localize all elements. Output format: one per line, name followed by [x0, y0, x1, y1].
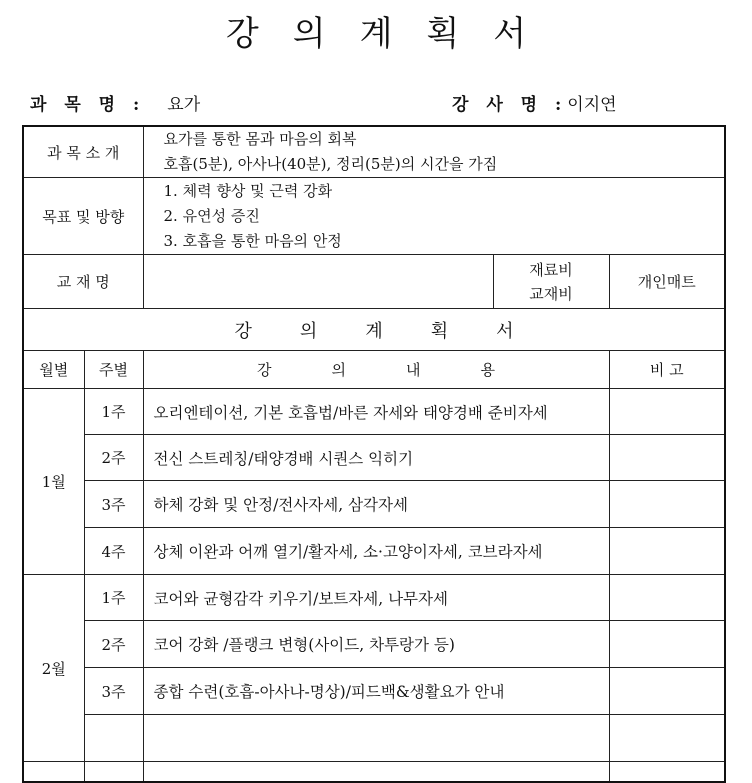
- goals-content: [143, 178, 725, 255]
- intro-row: [23, 126, 725, 178]
- note-cell: [609, 621, 725, 668]
- subject-meta: [30, 90, 200, 115]
- textbook-value: [143, 255, 493, 309]
- table-row: [23, 528, 725, 575]
- section-title-row: [23, 309, 725, 351]
- section-title-char: 계: [365, 320, 383, 342]
- week-cell: 2주: [84, 621, 143, 668]
- section-title: [23, 309, 725, 351]
- note-cell: [609, 668, 725, 715]
- section-title-char: 서: [496, 320, 514, 342]
- section-title-char: 강: [234, 320, 252, 342]
- table-row: [23, 715, 725, 762]
- month-header: 월별: [23, 351, 84, 389]
- table-row: [23, 389, 725, 435]
- table-row: [23, 621, 725, 668]
- week-cell: 1주: [84, 389, 143, 435]
- week-header: 주별: [84, 351, 143, 389]
- table-row: [23, 435, 725, 481]
- intro-line: 요가를 통한 몸과 마음의 회복: [163, 130, 357, 148]
- month-cell: 1월: [23, 389, 84, 575]
- week-cell: [84, 762, 143, 782]
- fee-label: [493, 255, 609, 309]
- week-cell: 2주: [84, 435, 143, 481]
- goals-row: [23, 178, 725, 255]
- fee-label-1: 재료비: [529, 260, 573, 279]
- note-cell: [609, 575, 725, 621]
- title-char: 의: [292, 14, 326, 54]
- subject-label: 과 목 명 :: [30, 95, 146, 115]
- title-char: 계: [359, 14, 393, 54]
- instructor-label: 강 사 명 :: [452, 95, 568, 115]
- week-cell: 3주: [84, 481, 143, 528]
- goal-line: 1. 체력 향상 및 근력 강화: [163, 181, 333, 200]
- week-cell: 1주: [84, 575, 143, 621]
- instructor-value: 이지연: [567, 95, 617, 115]
- note-header: 비 고: [609, 351, 725, 389]
- document-title: [0, 6, 752, 55]
- section-title-char: 의: [299, 320, 318, 342]
- content-cell: [143, 762, 609, 782]
- month-cell: [23, 762, 84, 782]
- content-cell: 코어 강화 /플랭크 변형(사이드, 차투랑가 등): [143, 621, 609, 668]
- week-cell: 3주: [84, 668, 143, 715]
- content-cell: 종합 수련(호흡-아사나-명상)/피드백&생활요가 안내: [143, 668, 609, 715]
- instructor-meta: [452, 90, 617, 115]
- textbook-row: [23, 255, 725, 309]
- table-row: [23, 762, 725, 782]
- content-cell: 코어와 균형감각 키우기/보트자세, 나무자세: [143, 575, 609, 621]
- content-header-char: 의: [331, 361, 347, 379]
- intro-line: 호흡(5분), 아사나(40분), 정리(5분)의 시간을 가짐: [163, 155, 498, 173]
- week-cell: [84, 715, 143, 762]
- fee-value: 개인매트: [609, 255, 725, 309]
- note-cell: [609, 528, 725, 575]
- section-title-char: 획: [430, 320, 449, 342]
- title-char: 강: [225, 14, 259, 54]
- note-cell: [609, 762, 725, 782]
- fee-label-2: 교재비: [529, 284, 573, 303]
- goals-label: 목표 및 방향: [23, 178, 143, 255]
- intro-content: [143, 126, 725, 178]
- content-header-char: 강: [257, 361, 272, 379]
- content-cell: [143, 715, 609, 762]
- title-char: 서: [493, 14, 527, 54]
- lecture-plan-table: [22, 125, 726, 783]
- content-cell: 전신 스트레칭/태양경배 시퀀스 익히기: [143, 435, 609, 481]
- textbook-label: 교 재 명: [23, 255, 143, 309]
- table-row: [23, 481, 725, 528]
- note-cell: [609, 481, 725, 528]
- content-cell: 하체 강화 및 안정/전사자세, 삼각자세: [143, 481, 609, 528]
- week-cell: 4주: [84, 528, 143, 575]
- content-cell: 상체 이완과 어깨 열기/활자세, 소·고양이자세, 코브라자세: [143, 528, 609, 575]
- content-header-char: 용: [480, 361, 496, 379]
- month-cell: 2월: [23, 575, 84, 762]
- note-cell: [609, 435, 725, 481]
- goal-line: 3. 호흡을 통한 마음의 안정: [163, 231, 342, 250]
- title-char: 획: [426, 14, 460, 54]
- table-row: [23, 668, 725, 715]
- header-row: [23, 351, 725, 389]
- note-cell: [609, 715, 725, 762]
- intro-label: 과 목 소 개: [23, 126, 143, 178]
- table-row: [23, 575, 725, 621]
- goal-line: 2. 유연성 증진: [163, 206, 260, 225]
- note-cell: [609, 389, 725, 435]
- subject-value: 요가: [167, 95, 201, 115]
- content-header-char: 내: [406, 361, 421, 379]
- content-cell: 오리엔테이션, 기본 호흡법/바른 자세와 태양경배 준비자세: [143, 389, 609, 435]
- content-header: [143, 351, 609, 389]
